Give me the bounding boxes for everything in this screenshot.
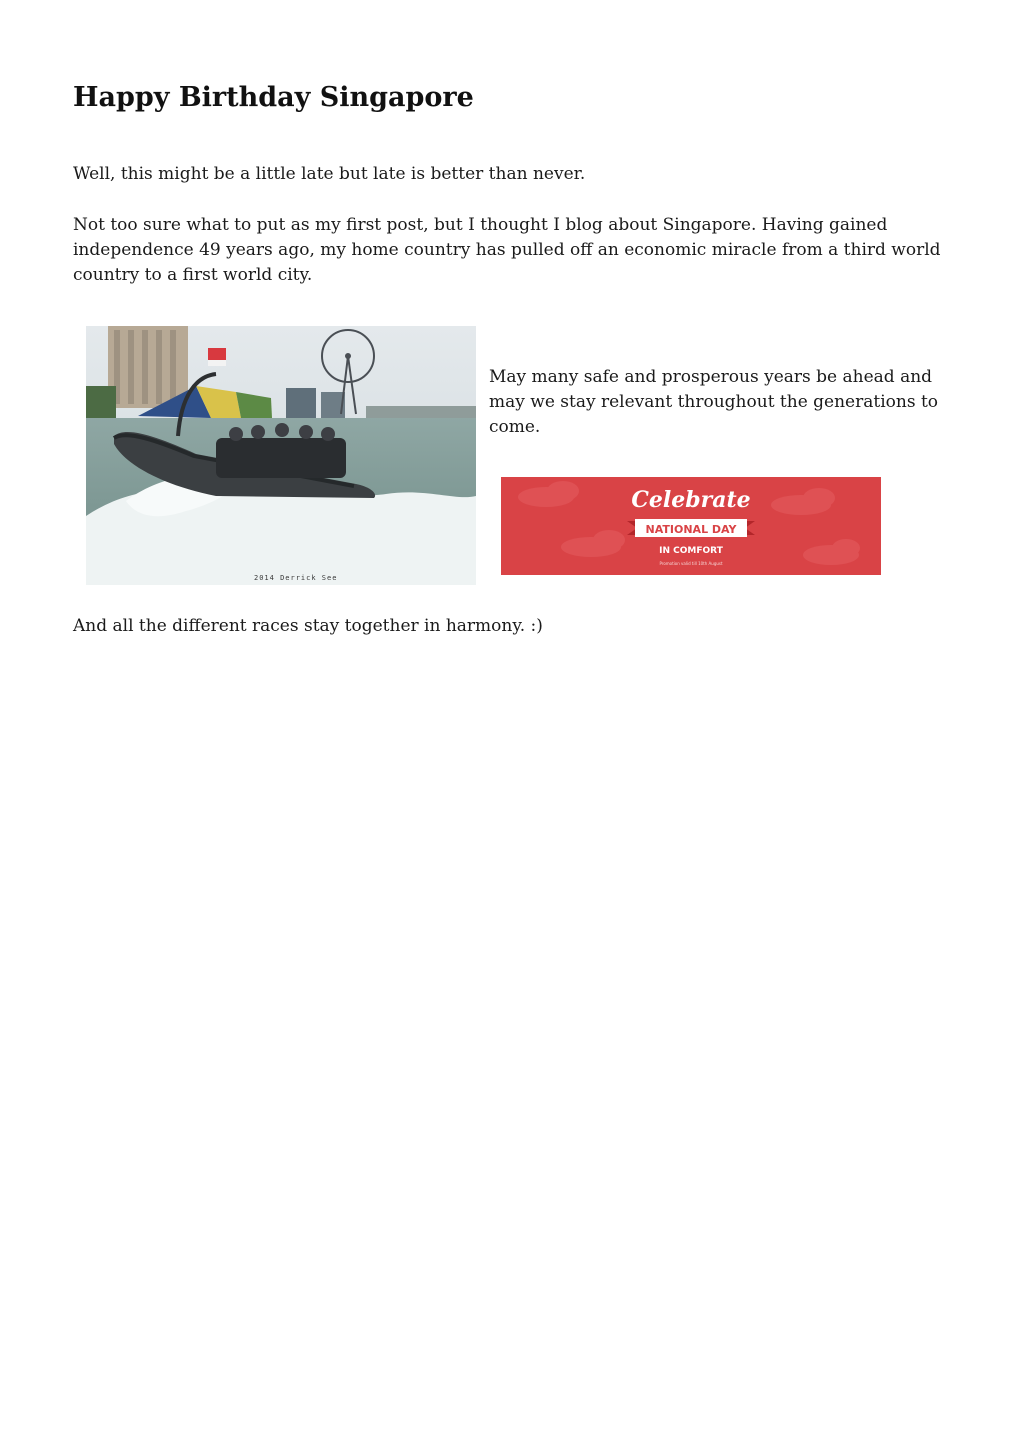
banner-fine-print: Promotion valid till 10th August bbox=[659, 561, 723, 566]
closing-paragraph: And all the different races stay together in harmony. :) bbox=[73, 616, 543, 636]
wish-paragraph: May many safe and prosperous years be ahead and may we stay relevant throughout the generations to come. bbox=[489, 367, 939, 437]
banner-artwork bbox=[501, 477, 881, 575]
intro-paragraph: Well, this might be a little late but late is better than never. bbox=[73, 164, 586, 184]
national-day-banner[interactable] bbox=[501, 477, 881, 575]
post-title: Happy Birthday Singapore bbox=[73, 82, 474, 113]
banner-script-text: Celebrate bbox=[631, 487, 751, 513]
banner-ribbon-text: NATIONAL DAY bbox=[645, 523, 737, 536]
photo-watermark: 2014 Derrick See bbox=[254, 574, 338, 582]
boat-photo-illustration bbox=[86, 326, 476, 585]
body-paragraph: Not too sure what to put as my first post, but I thought I blog about Singapore. Having gained independence 49 years ago, my home country has pulled off an economic miracle from a third world country to a first world city. bbox=[73, 215, 941, 285]
boat-photo bbox=[86, 326, 476, 585]
banner-sub-text: IN COMFORT bbox=[659, 546, 723, 556]
